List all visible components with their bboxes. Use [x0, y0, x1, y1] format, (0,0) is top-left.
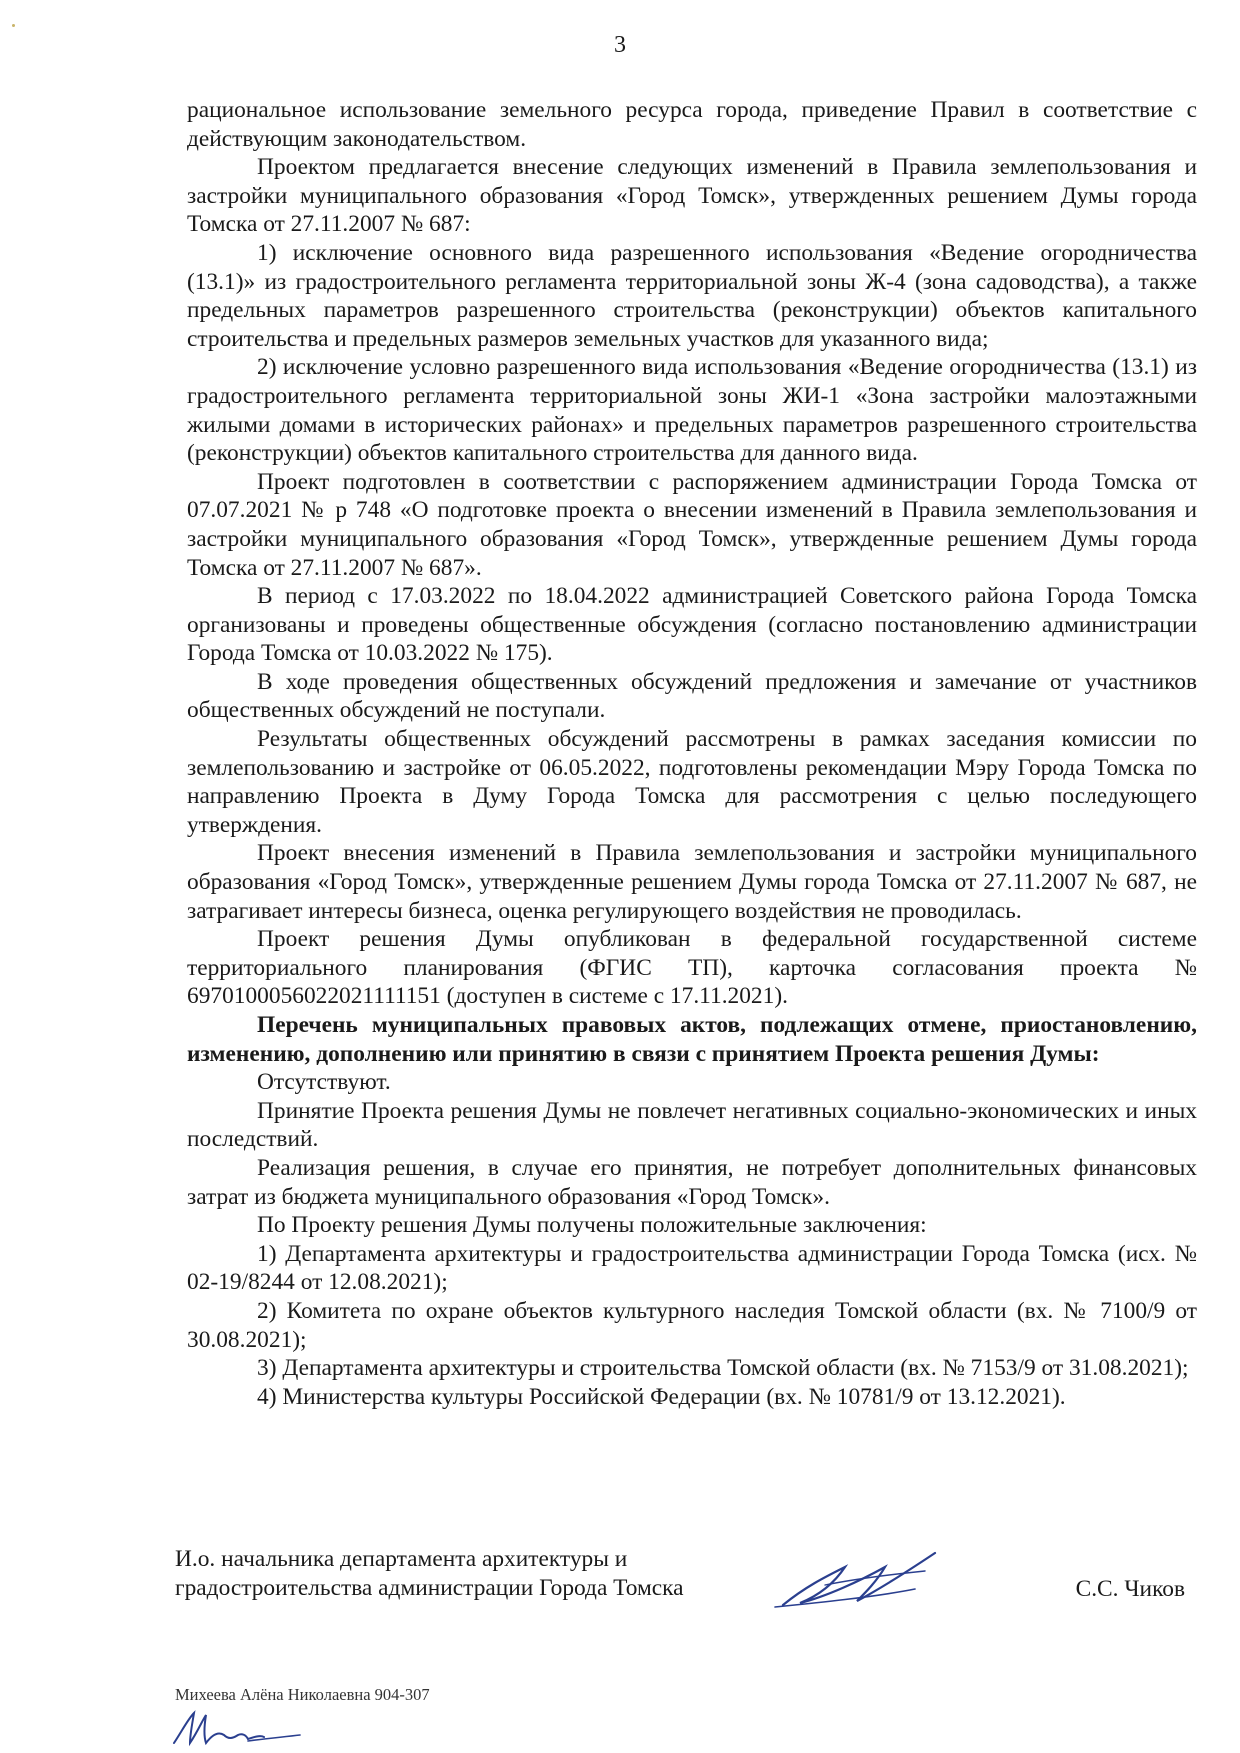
conclusion-item-4: 4) Министерства культуры Российской Федерации (вх. № 10781/9 от 13.12.2021). [257, 1383, 1066, 1410]
handwritten-signature [765, 1537, 955, 1617]
paragraph-no-comments: В ходе проведения общественных обсуждений предложения и замечание от участников общественных обсуждений не поступали. [187, 668, 1197, 724]
page-number: 3 [614, 32, 626, 58]
signer-title [175, 1545, 775, 1603]
list-item-2: 2) исключение условно разрешенного вида использования «Ведение огородничества (13.1) из градостроительного регламента территориальной зоны ЖИ-1 «Зона застройки малоэтажными жилыми домами в исторических районах» и предельных параметров разрешенного строительства (реконструкции) объектов капитального строительства для данного вида. [187, 354, 1197, 467]
signer-name: С.С. Чиков [1075, 1576, 1185, 1602]
list-item-1: 1) исключение основного вида разрешенного использования «Ведение огородничества (13.1)» из градостроительного регламента территориальной зоны Ж-4 (зона садоводства), а также предельных параметров разрешенного строительства (реконструкции) объектов капитального строительства и предельных размеров земельных участков для указанного вида; [187, 239, 1197, 352]
paragraph-conclusions-intro: По Проекту решения Думы получены положительные заключения: [257, 1212, 927, 1239]
paragraph-consequences: Принятие Проекта решения Думы не повлечет негативных социально-экономических и иных последствий. [187, 1097, 1197, 1153]
signer-title-line-1: И.о. начальника департамента архитектуры и [175, 1546, 628, 1572]
paragraph-commission-results: Результаты общественных обсуждений рассмотрены в рамках заседания комиссии по землепользованию и застройке от 06.05.2022, подготовлены рекомендации Мэру Города Томска по направлению Проекта в Думу Города Томска для рассмотрения с целью последующего утверждения. [187, 726, 1197, 838]
signature-block [175, 1545, 1185, 1635]
handwritten-initials [168, 1705, 308, 1749]
paragraph-fgis-publication: Проект решения Думы опубликован в федеральной государственной системе территориального планирования (ФГИС ТП), карточка согласования проекта № 6970100056022021111151 (доступен в системе с 17.11.2021). [187, 926, 1197, 1010]
conclusion-item-1: 1) Департамента архитектуры и градостроительства администрации Города Томска (исх. № 02-19/8244 от 12.08.2021); [187, 1240, 1197, 1296]
paragraph-none: Отсутствуют. [257, 1069, 391, 1096]
conclusion-item-3: 3) Департамента архитектуры и строительства Томской области (вх. № 7153/9 от 31.08.2021); [257, 1355, 1189, 1382]
paragraph-proposal: Проектом предлагается внесение следующих изменений в Правила землепользования и застройки муниципального образования «Город Томск», утвержденных решением Думы города Томска от 27.11.2007 № 687: [187, 154, 1197, 238]
paragraph-continuation: рациональное использование земельного ресурса города, приведение Правил в соответствие с действующим законодательством. [187, 97, 1197, 152]
paragraph-budget: Реализация решения, в случае его принятия, не потребует дополнительных финансовых затрат из бюджета муниципального образования «Город Томск». [187, 1154, 1197, 1210]
scan-speck [12, 24, 15, 27]
paragraph-business-impact: Проект внесения изменений в Правила землепользования и застройки муниципального образования «Город Томск», утвержденные решением Думы города Томска от 27.11.2007 № 687, не затрагивает интересы бизнеса, оценка регулирующего воздействия не проводилась. [187, 840, 1197, 924]
paragraph-public-discussion: В период с 17.03.2022 по 18.04.2022 администрацией Советского района Города Томска организованы и проведены общественные обсуждения (согласно постановлению администрации Города Томска от 10.03.2022 № 175). [187, 583, 1197, 667]
executor-info: Михеева Алёна Николаевна 904-307 [175, 1685, 430, 1704]
conclusion-item-2: 2) Комитета по охране объектов культурного наследия Томской области (вх. № 7100/9 от 30.08.2021); [187, 1297, 1197, 1353]
heading-legal-acts: Перечень муниципальных правовых актов, подлежащих отмене, приостановлению, изменению, дополнению или принятию в связи с принятием Проекта решения Думы: [187, 1012, 1197, 1067]
document-body [187, 96, 1197, 1411]
paragraph-basis: Проект подготовлен в соответствии с распоряжением администрации Города Томска от 07.07.2021 № р 748 «О подготовке проекта о внесении изменений в Правила землепользования и застройки муниципального образования «Город Томск», утвержденные решением Думы города Томска от 27.11.2007 № 687». [187, 468, 1197, 581]
signer-title-line-2: градостроительства администрации Города Томска [175, 1575, 684, 1601]
